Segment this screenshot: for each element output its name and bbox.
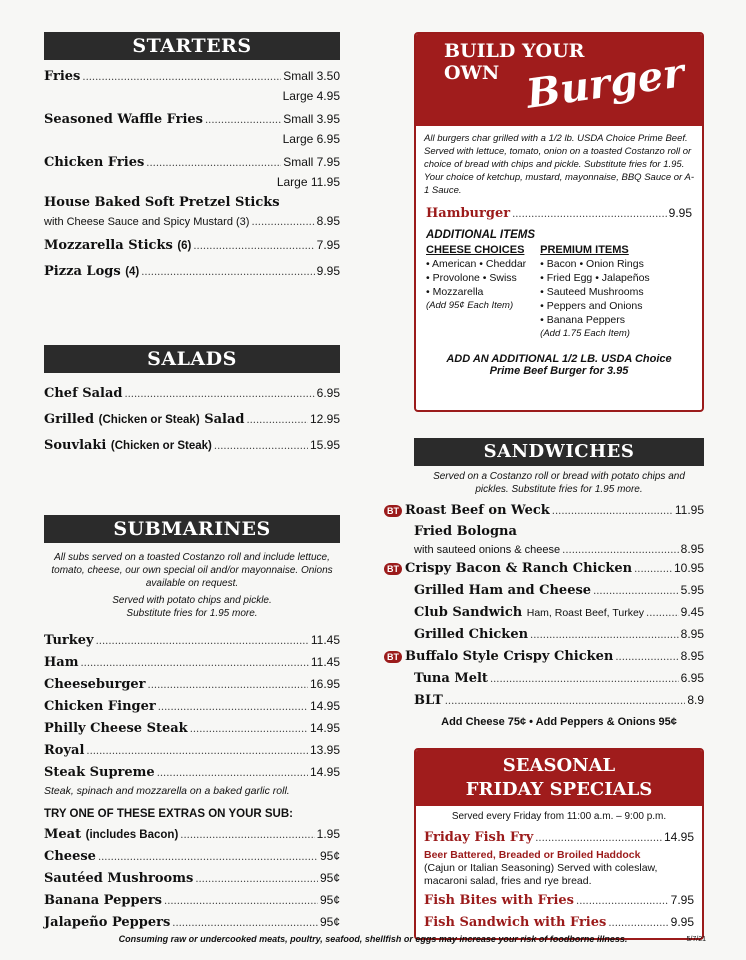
menu-item: Mozzarella Sticks (6) ..... 7.95 bbox=[44, 235, 340, 257]
starters-section bbox=[44, 66, 340, 283]
menu-item-price-large: Large 11.95 bbox=[276, 175, 340, 189]
seasonal-box bbox=[414, 748, 704, 940]
menu-item: Fish Sandwich with Fries ..... 9.95 bbox=[424, 912, 694, 934]
sandwiches-note: Served on a Costanzo roll or bread with potato chips and pickles. Substitute fries for 1.95 more. bbox=[433, 471, 685, 495]
menu-item: Steak Supreme ..... 14.95 bbox=[44, 762, 340, 784]
menu-item: House Baked Soft Pretzel Sticks bbox=[44, 195, 280, 210]
sandwich-list bbox=[387, 500, 704, 728]
seasonal-served: Served every Friday from 11:00 a.m. – 9:00 p.m. bbox=[451, 811, 667, 822]
menu-item: Meat (includes Bacon) ..... 1.95 bbox=[44, 824, 340, 846]
menu-item: Banana Peppers ..... 95¢ bbox=[44, 890, 340, 912]
right-column bbox=[387, 32, 704, 940]
bt-badge: BT bbox=[384, 505, 402, 517]
menu-item: Fries ..... Small 3.50 bbox=[44, 66, 340, 88]
add-burger-line: ADD AN ADDITIONAL 1/2 LB. USDA Choice bbox=[446, 353, 672, 365]
menu-item: Tuna Melt ..... 6.95 bbox=[414, 668, 704, 690]
menu-item: Grilled Ham and Cheese ..... 5.95 bbox=[414, 580, 704, 602]
menu-item: Chicken Fries ..... Small 7.95 bbox=[44, 152, 340, 174]
build-burger-box bbox=[414, 32, 704, 412]
menu-item: Turkey ..... 11.45 bbox=[44, 630, 340, 652]
menu-item: Friday Fish Fry ..... 14.95 bbox=[424, 827, 694, 849]
menu-item: Cheese ..... 95¢ bbox=[44, 846, 340, 868]
menu-item: Chicken Finger ..... 14.95 bbox=[44, 696, 340, 718]
menu-item: Souvlaki (Chicken or Steak) ..... 15.95 bbox=[44, 433, 340, 459]
fish-desc: Beer Battered, Breaded or Broiled Haddock bbox=[424, 849, 641, 861]
additional-items-title: ADDITIONAL ITEMS bbox=[426, 229, 536, 241]
menu-item: Seasoned Waffle Fries ..... Small 3.95 bbox=[44, 109, 340, 131]
menu-item: Jalapeño Peppers ..... 95¢ bbox=[44, 912, 340, 934]
menu-item: Club Sandwich Ham, Roast Beef, Turkey ..... 9.45 bbox=[414, 602, 704, 624]
sandwiches-header: SANDWICHES bbox=[414, 438, 704, 466]
menu-item: BT Roast Beef on Weck ..... 11.95 bbox=[384, 500, 704, 522]
menu-item: Fish Bites with Fries ..... 7.95 bbox=[424, 890, 694, 912]
menu-item: Cheeseburger ..... 16.95 bbox=[44, 674, 340, 696]
menu-item-desc: with Cheese Sauce and Spicy Mustard (3) ..... 8.95 bbox=[44, 213, 340, 231]
left-column bbox=[44, 32, 340, 934]
sandwich-add-line: Add Cheese 75¢ • Add Peppers & Onions 95¢ bbox=[441, 716, 677, 728]
subs-note: All subs served on a toasted Costanzo roll and include lettuce, tomato, cheese, our own special oil and/or mayonnaise. Onions available on request. bbox=[51, 552, 333, 589]
starters-header: STARTERS bbox=[44, 32, 340, 60]
burger-options bbox=[416, 243, 702, 341]
extras-list bbox=[44, 824, 340, 934]
cheese-choices: CHEESE CHOICES • American • Cheddar • Provolone • Swiss • Mozzarella (Add 95¢ Each Item) bbox=[426, 244, 527, 311]
menu-item-desc: Steak, spinach and mozzarella on a baked garlic roll. bbox=[44, 785, 290, 797]
bt-badge: BT bbox=[384, 651, 402, 663]
menu-item: Ham ..... 11.45 bbox=[44, 652, 340, 674]
version-code: 5/7/21 bbox=[686, 936, 706, 943]
menu-item: Grilled (Chicken or Steak) Salad ..... 12.95 bbox=[44, 407, 340, 433]
salads-header: SALADS bbox=[44, 345, 340, 373]
menu-item: Fried Bologna bbox=[414, 524, 517, 539]
burger-header: BUILD YOUR OWN Burger bbox=[416, 34, 702, 126]
menu-item: Philly Cheese Steak ..... 14.95 bbox=[44, 718, 340, 740]
subs-note-2: Served with potato chips and pickle. Substitute fries for 1.95 more. bbox=[112, 595, 272, 619]
hamburger-row: Hamburger ..... 9.95 bbox=[416, 197, 702, 225]
extras-title: TRY ONE OF THESE EXTRAS ON YOUR SUB: bbox=[44, 808, 293, 820]
menu-item-price-large: Large 4.95 bbox=[282, 89, 340, 103]
fish-desc-2: (Cajun or Italian Seasoning) Served with coleslaw, macaroni salad, fries and rye bread. bbox=[424, 862, 658, 887]
seasonal-header: SEASONAL FRIDAY SPECIALS bbox=[416, 750, 702, 806]
burger-desc: All burgers char grilled with a 1/2 lb. USDA Choice Prime Beef. Served with lettuce, tomato, onion on a toasted Costanzo roll or choice of bread with chips and pickle. Substitute fries for 1.95. Your choice of ketchup, mustard, mayonnaise, BBQ Sauce or A-1 Sauce. bbox=[424, 133, 695, 196]
bt-badge: BT bbox=[384, 563, 402, 575]
add-burger-line-2: Prime Beef Burger for 3.95 bbox=[489, 365, 629, 377]
menu-item: Royal ..... 13.95 bbox=[44, 740, 340, 762]
salads-section bbox=[44, 381, 340, 459]
submarines-header: SUBMARINES bbox=[44, 515, 340, 543]
premium-items: PREMIUM ITEMS • Bacon • Onion Rings • Fried Egg • Jalapeños • Sauteed Mushrooms • Peppers and Onions • Banana Peppers (Add 1.75 Each Item) bbox=[540, 244, 650, 339]
menu-item: BT Crispy Bacon & Ranch Chicken ..... 10.95 bbox=[384, 558, 704, 580]
menu-item: BT Buffalo Style Crispy Chicken ..... 8.95 bbox=[384, 646, 704, 668]
menu-item-desc: with sauteed onions & cheese ..... 8.95 bbox=[414, 542, 704, 558]
footer-disclaimer: Consuming raw or undercooked meats, poultry, seafood, shellfish or eggs may increase your risk of foodborne illness. bbox=[118, 934, 628, 944]
menu-item-price-large: Large 6.95 bbox=[282, 132, 340, 146]
menu-item: Sautéed Mushrooms ..... 95¢ bbox=[44, 868, 340, 890]
subs-list bbox=[44, 630, 340, 798]
menu-item: Chef Salad ..... 6.95 bbox=[44, 381, 340, 407]
menu-item: Pizza Logs (4) ..... 9.95 bbox=[44, 261, 340, 283]
menu-item: BLT ..... 8.9 bbox=[414, 690, 704, 712]
menu-item: Grilled Chicken ..... 8.95 bbox=[414, 624, 704, 646]
